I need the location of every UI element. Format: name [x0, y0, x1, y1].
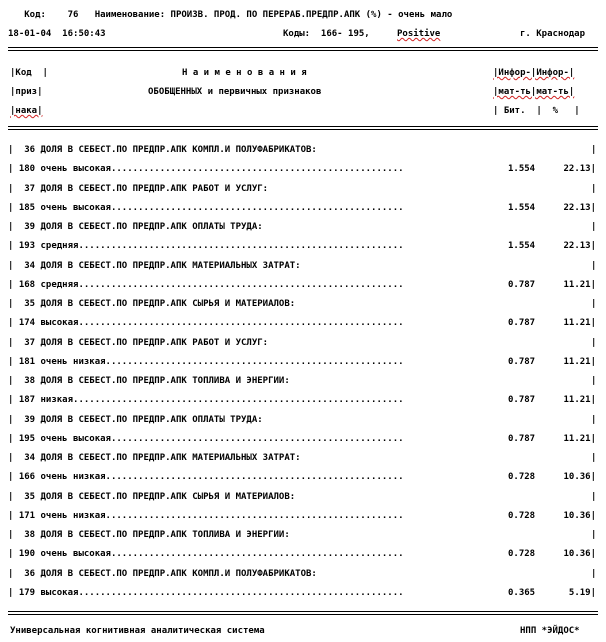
info-bits: 0.728 — [508, 511, 536, 521]
top-double-rule — [8, 47, 598, 51]
col-info-2: |мат-ть|мат-ть| — [493, 87, 575, 97]
col-kod-2: |приз| — [10, 87, 43, 97]
info-bits: 0.728 — [508, 472, 536, 482]
item-row: | 195 очень высокая...................................................... — [8, 434, 404, 444]
header-double-rule — [8, 126, 598, 130]
info-bits: 1.554 — [508, 241, 536, 251]
info-bits: 0.365 — [508, 588, 536, 598]
item-row: | 187 низкая............................................................. — [8, 395, 404, 405]
group-row: | 35 ДОЛЯ В СЕБЕСТ.ПО ПРЕДПР.АПК СЫРЬЯ И МАТЕРИАЛОВ: — [8, 299, 296, 309]
row-border: | — [591, 261, 597, 271]
item-row: | 166 очень низкая....................................................... — [8, 472, 404, 482]
group-row: | 38 ДОЛЯ В СЕБЕСТ.ПО ПРЕДПР.АПК ТОПЛИВА И ЭНЕРГИИ: — [8, 530, 290, 540]
item-row: | 190 очень высокая...................................................... — [8, 549, 404, 559]
info-percent: 22.13| — [563, 164, 596, 174]
info-percent: 10.36| — [563, 511, 596, 521]
group-row: | 35 ДОЛЯ В СЕБЕСТ.ПО ПРЕДПР.АПК СЫРЬЯ И МАТЕРИАЛОВ: — [8, 492, 296, 502]
row-border: | — [591, 222, 597, 232]
col-info-3: | Бит. | % | — [493, 106, 580, 116]
row-border: | — [591, 145, 597, 155]
info-percent: 10.36| — [563, 472, 596, 482]
item-row: | 181 очень низкая....................................................... — [8, 357, 404, 367]
row-border: | — [591, 184, 597, 194]
group-row: | 37 ДОЛЯ В СЕБЕСТ.ПО ПРЕДПР.АПК РАБОТ И УСЛУГ: — [8, 184, 269, 194]
info-bits: 0.787 — [508, 318, 536, 328]
row-border: | — [591, 299, 597, 309]
bottom-double-rule — [8, 611, 598, 615]
footer-system: Универсальная когнитивная аналитическая система — [10, 626, 265, 636]
item-row: | 179 высокая............................................................ — [8, 588, 404, 598]
info-percent: 5.19| — [568, 588, 596, 598]
info-bits: 1.554 — [508, 203, 536, 213]
info-bits: 0.787 — [508, 434, 536, 444]
info-percent: 22.13| — [563, 203, 596, 213]
info-percent: 11.21| — [563, 395, 596, 405]
group-row: | 36 ДОЛЯ В СЕБЕСТ.ПО ПРЕДПР.АПК КОМПЛ.И ПОЛУФАБРИКАТОВ: — [8, 145, 317, 155]
info-percent: 11.21| — [563, 318, 596, 328]
col-kod-1: |Код | — [10, 68, 48, 78]
row-border: | — [591, 376, 597, 386]
info-percent: 11.21| — [563, 434, 596, 444]
header-date: 18-01-04 16:50:43 — [8, 29, 106, 39]
table-title-2: ОБОБЩЕННЫХ и первичных признаков — [148, 87, 322, 97]
item-row: | 193 средняя............................................................ — [8, 241, 404, 251]
group-row: | 34 ДОЛЯ В СЕБЕСТ.ПО ПРЕДПР.АПК МАТЕРИАЛЬНЫХ ЗАТРАТ: — [8, 261, 301, 271]
header-positive: Positive — [397, 29, 441, 39]
table-title-1: Н а и м е н о в а н и я — [182, 68, 307, 78]
info-percent: 22.13| — [563, 241, 596, 251]
col-info-1: |Инфор-|Инфор-| — [493, 68, 575, 78]
footer-brand: НПП *ЭЙДОС* — [520, 626, 580, 636]
row-border: | — [591, 453, 597, 463]
col-kod-3: |нака| — [10, 106, 43, 116]
info-bits: 0.787 — [508, 357, 536, 367]
row-border: | — [591, 569, 597, 579]
info-percent: 11.21| — [563, 357, 596, 367]
row-border: | — [591, 415, 597, 425]
row-border: | — [591, 492, 597, 502]
info-percent: 11.21| — [563, 280, 596, 290]
group-row: | 39 ДОЛЯ В СЕБЕСТ.ПО ПРЕДПР.АПК ОПЛАТЫ ТРУДА: — [8, 415, 263, 425]
group-row: | 36 ДОЛЯ В СЕБЕСТ.ПО ПРЕДПР.АПК КОМПЛ.И ПОЛУФАБРИКАТОВ: — [8, 569, 317, 579]
info-bits: 0.787 — [508, 280, 536, 290]
item-row: | 180 очень высокая...................................................... — [8, 164, 404, 174]
info-percent: 10.36| — [563, 549, 596, 559]
item-row: | 185 очень высокая...................................................... — [8, 203, 404, 213]
header-codes: Коды: 166- 195, — [283, 29, 370, 39]
row-border: | — [591, 530, 597, 540]
group-row: | 38 ДОЛЯ В СЕБЕСТ.ПО ПРЕДПР.АПК ТОПЛИВА И ЭНЕРГИИ: — [8, 376, 290, 386]
item-row: | 174 высокая............................................................ — [8, 318, 404, 328]
header-line1: Код: 76 Наименование: ПРОИЗВ. ПРОД. ПО ПЕРЕРАБ.ПРЕДПР.АПК (%) - очень мало — [8, 10, 453, 20]
info-bits: 1.554 — [508, 164, 536, 174]
info-bits: 0.728 — [508, 549, 536, 559]
group-row: | 37 ДОЛЯ В СЕБЕСТ.ПО ПРЕДПР.АПК РАБОТ И УСЛУГ: — [8, 338, 269, 348]
header-city: г. Краснодар — [520, 29, 586, 39]
group-row: | 39 ДОЛЯ В СЕБЕСТ.ПО ПРЕДПР.АПК ОПЛАТЫ ТРУДА: — [8, 222, 263, 232]
item-row: | 171 очень низкая....................................................... — [8, 511, 404, 521]
item-row: | 168 средняя............................................................ — [8, 280, 404, 290]
info-bits: 0.787 — [508, 395, 536, 405]
row-border: | — [591, 338, 597, 348]
group-row: | 34 ДОЛЯ В СЕБЕСТ.ПО ПРЕДПР.АПК МАТЕРИАЛЬНЫХ ЗАТРАТ: — [8, 453, 301, 463]
